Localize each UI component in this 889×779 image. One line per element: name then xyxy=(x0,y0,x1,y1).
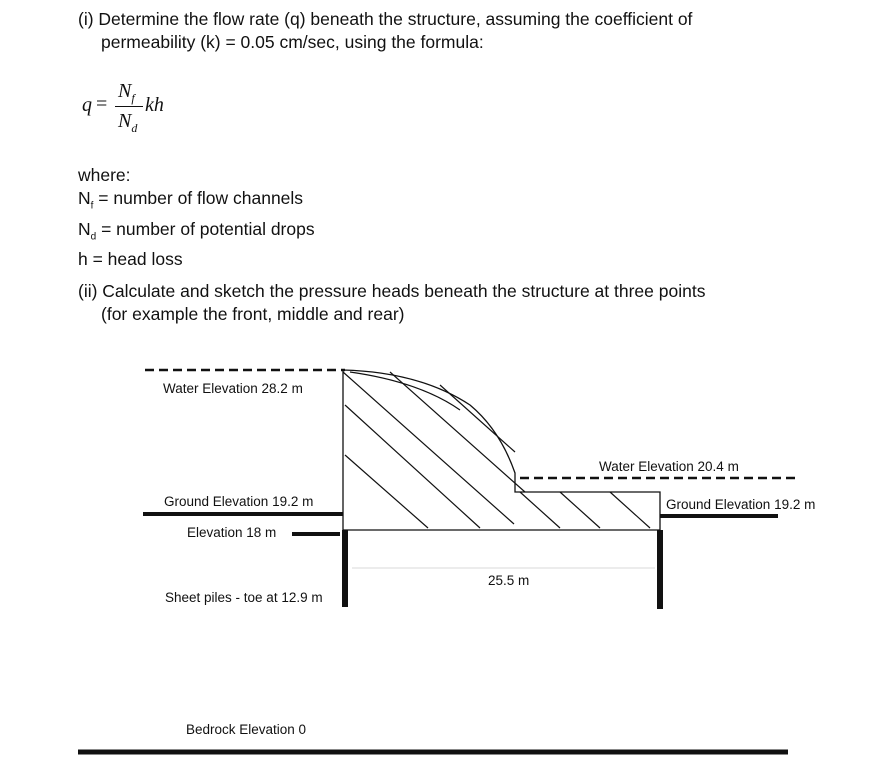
sheet-pile-label: Sheet piles - toe at 12.9 m xyxy=(165,590,323,605)
question-2-line-1: (ii) Calculate and sketch the pressure heads beneath the structure at three points xyxy=(78,281,706,301)
elevation-18-label: Elevation 18 m xyxy=(187,525,277,540)
formula-tail: kh xyxy=(145,94,164,116)
where-item-nf: $N_f$ = number of flow channels xyxy=(78,188,304,212)
length-label: 25.5 m xyxy=(488,573,530,588)
where-item-nd: $N_d$ = number of potential drops xyxy=(78,218,315,242)
question-1-line-1: (i) Determine the flow rate (q) beneath the structure, assuming the coefficient of xyxy=(78,9,693,29)
upstream-water-elevation-label: Water Elevation 28.2 m xyxy=(163,381,303,396)
formula-numerator: $N_f$ xyxy=(118,80,135,105)
formula-equals: = xyxy=(96,93,108,115)
formula-denominator: $N_d$ xyxy=(118,110,138,135)
formula-lhs: q xyxy=(82,94,92,116)
downstream-water-elevation-label: Water Elevation 20.4 m xyxy=(599,459,739,474)
bedrock-label: Bedrock Elevation 0 xyxy=(186,722,307,737)
dam-outline xyxy=(343,370,660,530)
ground-elevation-right-label: Ground Elevation 19.2 m xyxy=(666,497,816,512)
where-item-h: h = head loss xyxy=(78,249,183,269)
where-heading: where: xyxy=(78,165,131,185)
ground-elevation-left-label: Ground Elevation 19.2 m xyxy=(164,494,314,509)
question-1-line-2: permeability (k) = 0.05 cm/sec, using the formula: xyxy=(101,32,484,52)
dam-hatching xyxy=(343,372,650,528)
question-2-line-2: (for example the front, middle and rear) xyxy=(101,304,405,324)
